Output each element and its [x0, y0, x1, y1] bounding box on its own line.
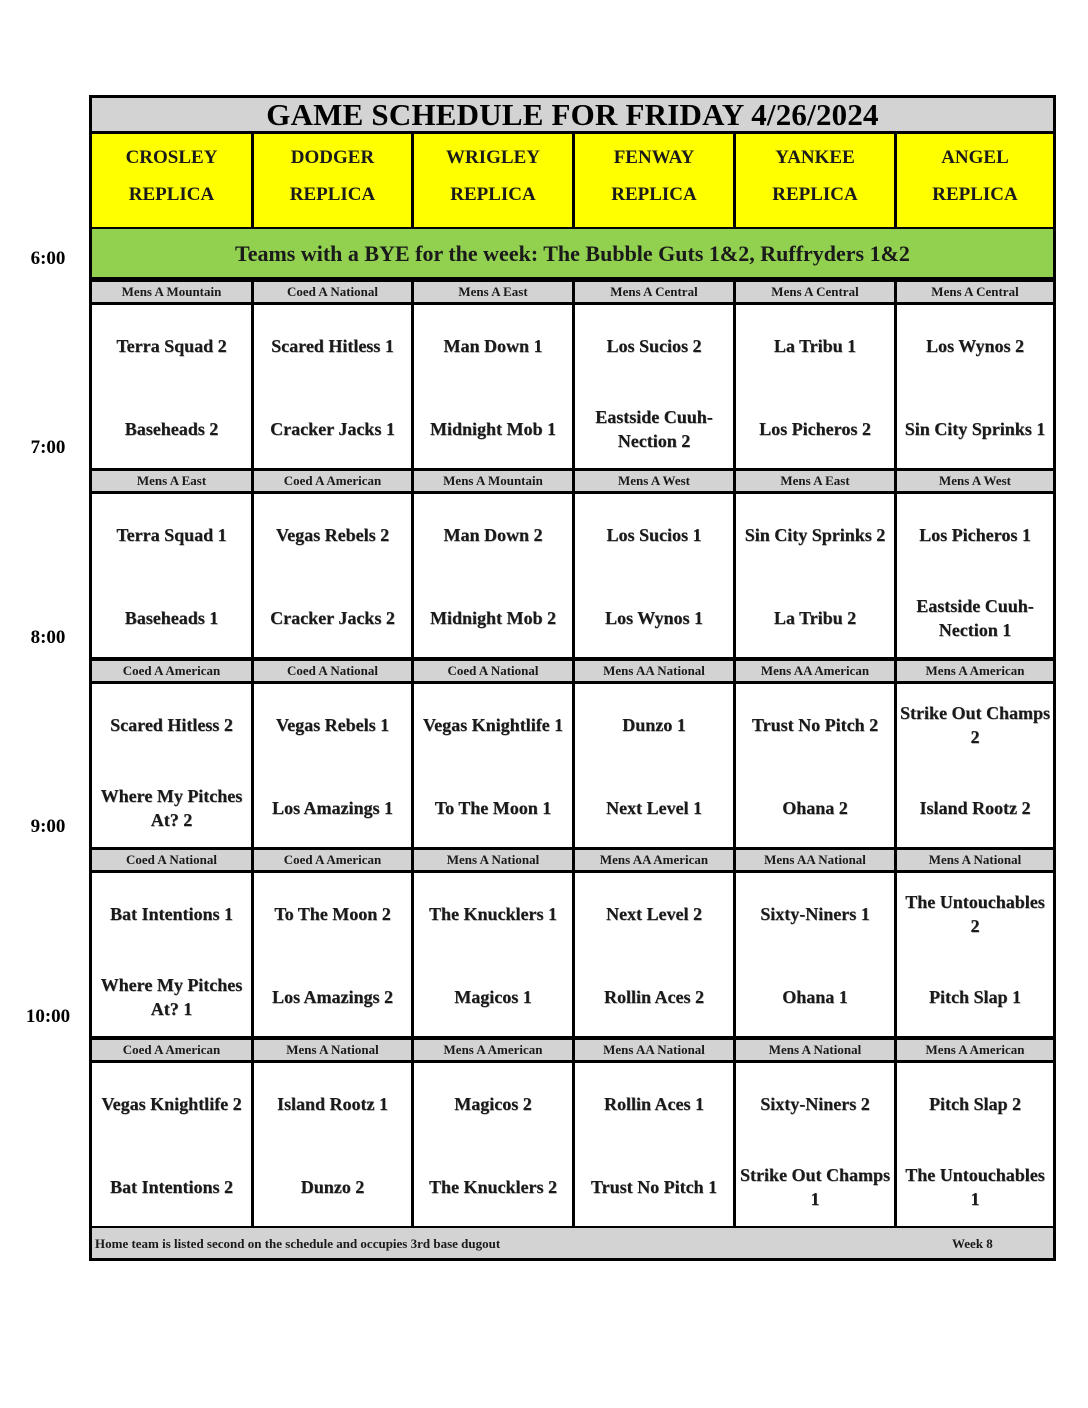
away-team: Los Picheros 1 — [919, 525, 1031, 545]
away-team: La Tribu 1 — [773, 336, 857, 356]
home-team: The Knucklers 2 — [428, 1177, 557, 1197]
division-label: Coed A American — [254, 850, 411, 870]
time-label: 7:00 — [30, 437, 66, 458]
week-label: Week 8 — [952, 1236, 993, 1251]
game-cell — [897, 1063, 1053, 1226]
venue-sub: REPLICA — [450, 184, 536, 205]
game-cell — [897, 684, 1053, 847]
venue-name: DODGER — [290, 147, 375, 168]
game-cell — [414, 873, 572, 1036]
away-team: Island Rootz 1 — [276, 1094, 388, 1114]
away-team: Los Sucios 1 — [606, 525, 702, 545]
game-cell — [736, 1063, 894, 1226]
away-team: Vegas Rebels 1 — [275, 715, 390, 735]
game-cell — [254, 494, 411, 657]
venue-name: WRIGLEY — [446, 147, 540, 168]
home-team: Los Wynos 1 — [604, 608, 704, 628]
home-team: Magicos 1 — [454, 987, 532, 1007]
game-cell — [254, 684, 411, 847]
venue-sub: REPLICA — [289, 184, 376, 205]
division-label: Mens AA National — [575, 1040, 733, 1060]
home-team: Los Amazings 2 — [271, 987, 394, 1007]
game-cell — [897, 873, 1053, 1036]
home-team: Strike Out Champs 1 — [739, 1165, 891, 1209]
game-cell — [736, 684, 894, 847]
game-cell — [92, 305, 251, 468]
footer-note: Home team is listed second on the schedule and occupies 3rd base dugout — [95, 1236, 501, 1251]
division-label: Mens A American — [897, 661, 1053, 681]
away-team: Terra Squad 2 — [116, 336, 227, 356]
schedule-title: GAME SCHEDULE FOR FRIDAY 4/26/2024 — [92, 98, 1053, 131]
game-cell — [897, 305, 1053, 468]
home-team: Trust No Pitch 1 — [590, 1177, 718, 1197]
division-label: Mens A National — [897, 850, 1053, 870]
division-label: Mens AA American — [736, 661, 894, 681]
away-team: Vegas Knightlife 1 — [422, 715, 564, 735]
home-team: Cracker Jacks 2 — [270, 608, 395, 628]
away-team: Scared Hitless 1 — [271, 336, 394, 356]
home-team: Next Level 1 — [606, 798, 702, 818]
away-team: Sixty-Niners 1 — [760, 904, 870, 924]
venue-header-angel — [897, 134, 1053, 227]
away-team: Sixty-Niners 2 — [760, 1094, 870, 1114]
division-label: Coed A National — [92, 850, 251, 870]
game-cell — [575, 305, 733, 468]
game-cell — [414, 494, 572, 657]
division-label: Mens A Mountain — [414, 471, 572, 491]
home-team: Midnight Mob 1 — [429, 419, 557, 439]
game-cell — [897, 494, 1053, 657]
division-label: Mens A National — [254, 1040, 411, 1060]
division-label: Mens A East — [414, 282, 572, 302]
away-team: Los Sucios 2 — [606, 336, 702, 356]
home-team: Rollin Aces 2 — [603, 987, 704, 1007]
division-label: Mens A Central — [897, 282, 1053, 302]
away-team: Terra Squad 1 — [116, 525, 227, 545]
division-label: Mens AA American — [575, 850, 733, 870]
time-label: 8:00 — [30, 627, 66, 648]
schedule-footer — [92, 1228, 1053, 1258]
time-label: 10:00 — [25, 1006, 71, 1027]
game-cell — [92, 1063, 251, 1226]
division-label: Coed A American — [254, 471, 411, 491]
away-team: Man Down 2 — [443, 525, 543, 545]
home-team: To The Moon 1 — [434, 798, 552, 818]
venue-header-dodger — [254, 134, 411, 227]
division-label: Mens A East — [92, 471, 251, 491]
venue-sub: REPLICA — [611, 184, 697, 205]
venue-header-yankee — [736, 134, 894, 227]
game-cell — [92, 873, 251, 1036]
venue-name: ANGEL — [941, 147, 1009, 168]
home-team: Pitch Slap 1 — [928, 987, 1021, 1007]
division-label: Mens A Central — [736, 282, 894, 302]
division-label: Mens AA National — [575, 661, 733, 681]
away-team: Scared Hitless 2 — [110, 715, 233, 735]
division-label: Coed A American — [92, 661, 251, 681]
home-team: Los Picheros 2 — [759, 419, 871, 439]
game-cell — [575, 494, 733, 657]
game-cell — [736, 873, 894, 1036]
away-team: The Untouchables 2 — [905, 892, 1045, 936]
away-team: Los Wynos 2 — [925, 336, 1025, 356]
division-label: Coed A National — [254, 661, 411, 681]
game-cell — [414, 305, 572, 468]
schedule-table — [89, 95, 1056, 1261]
home-team: Eastside Cuuh-Nection 2 — [595, 407, 713, 451]
game-cell — [254, 305, 411, 468]
home-team: Ohana 2 — [782, 798, 848, 818]
away-team: Rollin Aces 1 — [603, 1094, 704, 1114]
away-team: The Knucklers 1 — [428, 904, 557, 924]
game-cell — [254, 1063, 411, 1226]
game-cell — [736, 494, 894, 657]
home-team: Sin City Sprinks 1 — [904, 419, 1046, 439]
game-cell — [575, 684, 733, 847]
away-team: To The Moon 2 — [274, 904, 391, 924]
game-cell — [92, 494, 251, 657]
away-team: Next Level 2 — [606, 904, 702, 924]
division-label: Mens A West — [897, 471, 1053, 491]
home-team: Where My Pitches At? 1 — [100, 975, 243, 1019]
venue-header-wrigley — [414, 134, 572, 227]
home-team: Baseheads 2 — [124, 419, 219, 439]
division-label: Mens A National — [414, 850, 572, 870]
home-team: Midnight Mob 2 — [429, 608, 557, 628]
time-label: 9:00 — [30, 816, 66, 837]
division-label: Mens A Central — [575, 282, 733, 302]
division-label: Mens A National — [736, 1040, 894, 1060]
venue-header-crosley — [92, 134, 251, 227]
venue-name: YANKEE — [775, 147, 855, 168]
venue-sub: REPLICA — [772, 184, 858, 205]
away-team: Strike Out Champs 2 — [899, 703, 1051, 747]
venue-name: CROSLEY — [125, 147, 218, 168]
division-label: Coed A National — [414, 661, 572, 681]
away-team: Bat Intentions 1 — [109, 904, 234, 924]
venue-sub: REPLICA — [932, 184, 1018, 205]
home-team: Ohana 1 — [782, 987, 848, 1007]
game-cell — [414, 1063, 572, 1226]
away-team: Trust No Pitch 2 — [751, 715, 879, 735]
home-team: The Untouchables 1 — [905, 1165, 1045, 1209]
division-label: Mens A West — [575, 471, 733, 491]
division-label: Mens A East — [736, 471, 894, 491]
home-team: Dunzo 2 — [300, 1177, 365, 1197]
division-label: Mens A Mountain — [92, 282, 251, 302]
time-label: 6:00 — [30, 248, 66, 269]
division-label: Coed A National — [254, 282, 411, 302]
division-label: Mens A American — [897, 1040, 1053, 1060]
division-label: Mens AA National — [736, 850, 894, 870]
away-team: Man Down 1 — [443, 336, 543, 356]
game-cell — [414, 684, 572, 847]
venue-header-fenway — [575, 134, 733, 227]
home-team: Where My Pitches At? 2 — [100, 786, 243, 830]
away-team: Magicos 2 — [454, 1094, 532, 1114]
home-team: La Tribu 2 — [773, 608, 857, 628]
bye-banner: Teams with a BYE for the week: The Bubble Guts 1&2, Ruffryders 1&2 — [92, 229, 1053, 277]
game-cell — [575, 873, 733, 1036]
game-cell — [575, 1063, 733, 1226]
home-team: Bat Intentions 2 — [109, 1177, 234, 1197]
away-team: Dunzo 1 — [622, 715, 686, 735]
game-cell — [92, 684, 251, 847]
game-cell — [254, 873, 411, 1036]
home-team: Baseheads 1 — [124, 608, 219, 628]
home-team: Cracker Jacks 1 — [270, 419, 395, 439]
venue-sub: REPLICA — [128, 184, 215, 205]
away-team: Sin City Sprinks 2 — [744, 525, 886, 545]
home-team: Eastside Cuuh-Nection 1 — [916, 596, 1034, 640]
venue-name: FENWAY — [613, 147, 695, 168]
away-team: Pitch Slap 2 — [928, 1094, 1021, 1114]
division-label: Coed A American — [92, 1040, 251, 1060]
home-team: Island Rootz 2 — [919, 798, 1031, 818]
game-cell — [736, 305, 894, 468]
home-team: Los Amazings 1 — [271, 798, 394, 818]
away-team: Vegas Rebels 2 — [275, 525, 390, 545]
away-team: Vegas Knightlife 2 — [101, 1094, 242, 1114]
division-label: Mens A American — [414, 1040, 572, 1060]
